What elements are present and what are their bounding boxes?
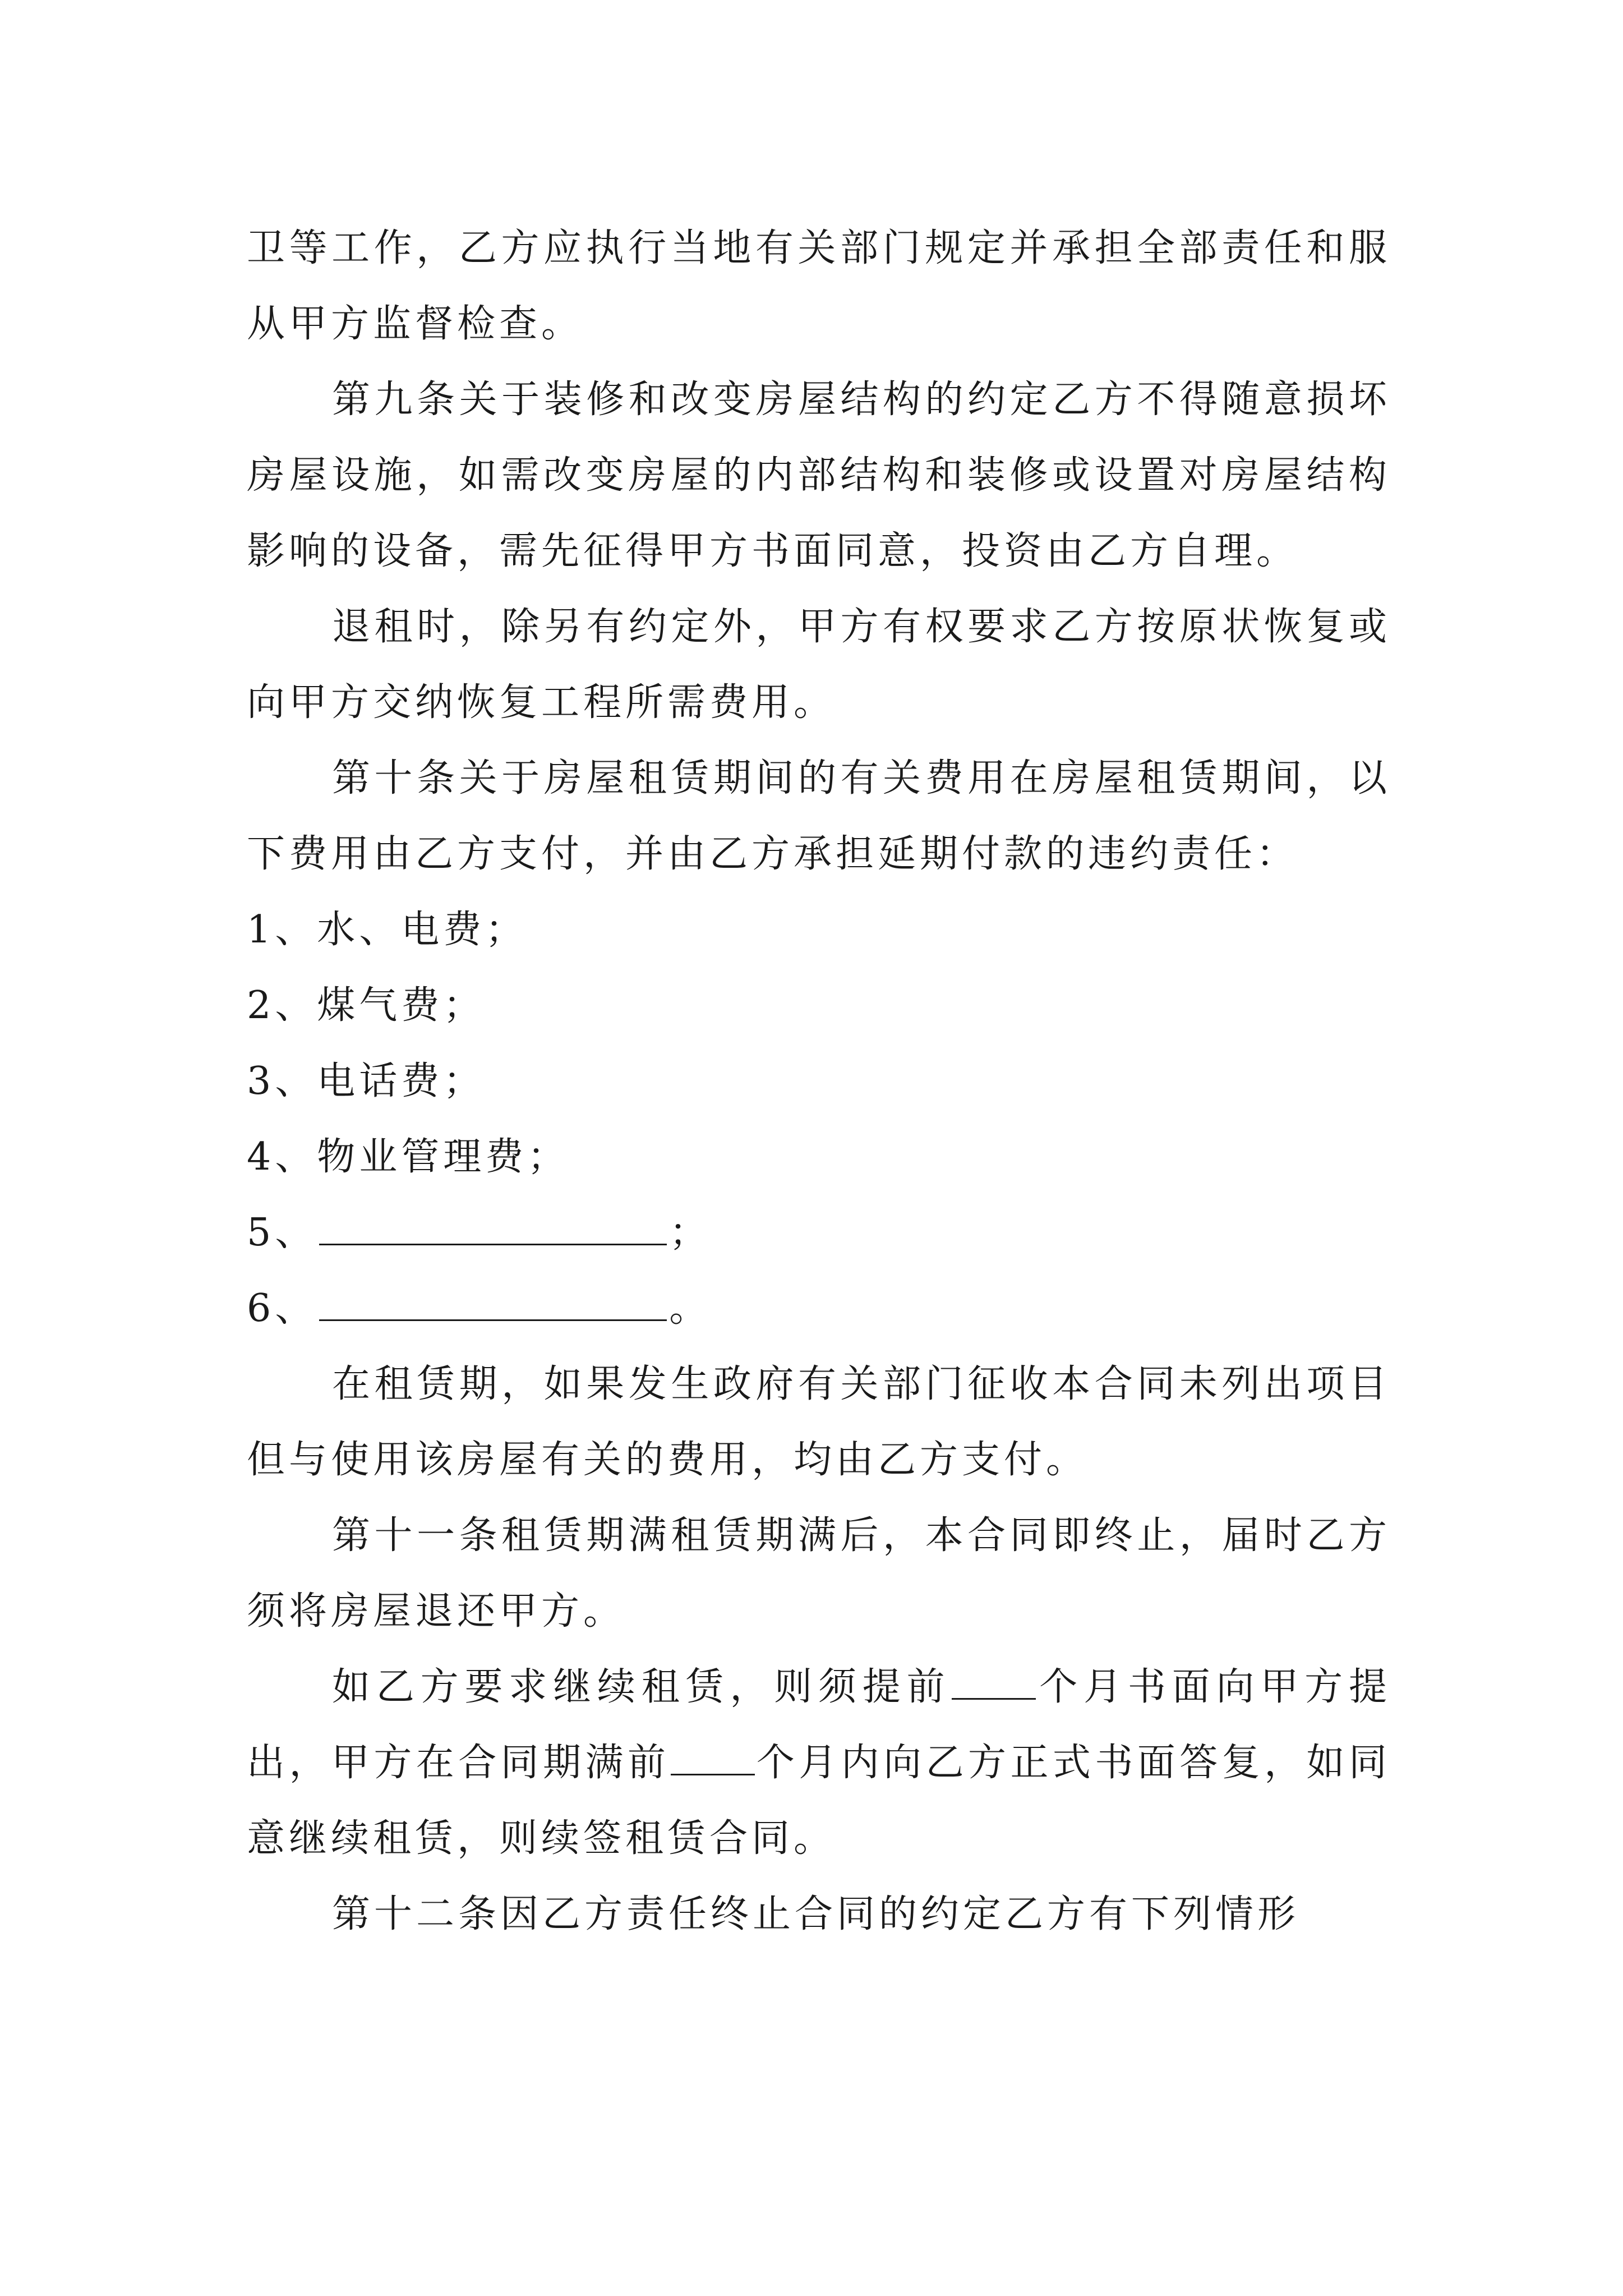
list-item-6-suffix: 。 [669, 1286, 712, 1331]
paragraph-article-10: 第十条关于房屋租赁期间的有关费用在房屋租赁期间，以下费用由乙方支付，并由乙方承担延期付款的违约责任： [247, 756, 1391, 876]
list-item-blank-5 [247, 1195, 1391, 1271]
fill-in-blank[interactable] [319, 1211, 667, 1245]
list-item-5-prefix: 5、 [247, 1211, 317, 1255]
paragraph-continuation: 卫等工作，乙方应执行当地有关部门规定并承担全部责任和服从甲方监督检查。 [247, 226, 1391, 346]
paragraph-other-fees: 在租赁期，如果发生政府有关部门征收本合同未列出项目但与使用该房屋有关的费用，均由乙方支付。 [247, 1362, 1391, 1482]
list-item-phone: 3、电话费； [247, 1059, 486, 1103]
paragraph-renewal [247, 1649, 1391, 1876]
renewal-text-b: 个月书面向甲方提出，甲方在合同期满前 [247, 1665, 1391, 1785]
paragraph-article-11: 第十一条租赁期满租赁期满后，本合同即终止，届时乙方须将房屋退还甲方。 [247, 1513, 1391, 1634]
list-item-6-prefix: 6、 [247, 1286, 317, 1331]
list-item-5-suffix: ； [669, 1211, 712, 1255]
fill-in-blank[interactable] [319, 1287, 667, 1321]
renewal-text-a: 如乙方要求继续租赁，则须提前 [332, 1665, 951, 1709]
list-item-blank-6 [247, 1271, 1391, 1346]
paragraph-article-9: 第九条关于装修和改变房屋结构的约定乙方不得随意损坏房屋设施，如需改变房屋的内部结构和装修或设置对房屋结构影响的设备，需先征得甲方书面同意，投资由乙方自理。 [247, 378, 1391, 573]
fill-in-blank-months[interactable] [671, 1741, 755, 1775]
list-item-property-fee: 4、物业管理费； [247, 1135, 570, 1179]
list-item-gas: 2、煤气费； [247, 983, 486, 1028]
fill-in-blank-months[interactable] [952, 1665, 1036, 1700]
renewal-text-c: 个月内向乙方正式书面答复，如同意继续租赁，则续签租赁合同。 [247, 1741, 1391, 1861]
document-body [247, 210, 1391, 1952]
paragraph-termination-restore: 退租时，除另有约定外，甲方有权要求乙方按原状恢复或向甲方交纳恢复工程所需费用。 [247, 605, 1391, 725]
paragraph-article-12: 第十二条因乙方责任终止合同的约定乙方有下列情形 [332, 1892, 1300, 1936]
list-item-water-electricity: 1、水、电费； [247, 908, 528, 952]
